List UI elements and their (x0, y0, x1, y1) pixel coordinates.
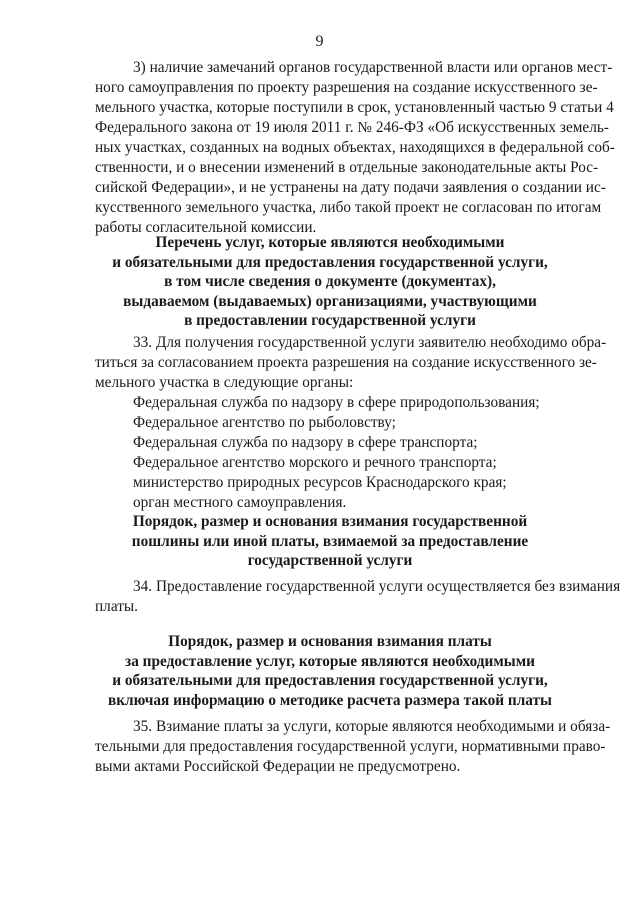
paragraph-line: ных участках, созданных на водных объектах, находящихся в федеральной соб- (95, 139, 615, 156)
paragraph-line: Федерального закона от 19 июля 2011 г. № 246-ФЗ «Об искусственных земель- (95, 119, 609, 136)
paragraph-3 (95, 58, 615, 238)
paragraph-line: мельного участка в следующие органы: (95, 374, 354, 391)
list-item: Федеральное агентство морского и речного транспорта; (133, 454, 497, 471)
paragraph-line: ного самоуправления по проекту разрешения на создание искусственного зе- (95, 79, 598, 96)
heading-line: пошлины или иной платы, взимаемой за предоставление (131, 532, 529, 550)
paragraph-35 (95, 717, 611, 777)
list-item: Федеральное агентство по рыболовству; (133, 414, 396, 431)
paragraph-line: 3) наличие замечаний органов государственной власти или органов мест- (133, 59, 613, 76)
paragraph-line: ственности, и о внесении изменений в отдельные законодательные акты Рос- (95, 159, 599, 176)
section-heading-state-fee (60, 512, 600, 571)
heading-line: государственной услуги (247, 552, 413, 569)
paragraph-line: платы. (95, 598, 138, 615)
list-item: министерство природных ресурсов Краснодарского края; (133, 474, 507, 491)
paragraph-line: 35. Взимание платы за услуги, которые являются необходимыми и обяза- (133, 718, 611, 735)
heading-line: выдаваемом (выдаваемых) организациями, участвующими (123, 292, 537, 310)
paragraph-line: мельного участка, которые поступили в срок, установленный частью 9 статьи 4 (95, 99, 614, 116)
heading-line: Порядок, размер и основания взимания платы (168, 633, 492, 650)
heading-line: в том числе сведения о документе (документах), (164, 273, 496, 290)
paragraph-line: выми актами Российской Федерации не предусмотрено. (95, 758, 461, 775)
page-number: 9 (315, 33, 324, 50)
heading-line: Перечень услуг, которые являются необходимыми (155, 234, 505, 251)
heading-line: в предоставлении государственной услуги (184, 312, 476, 329)
paragraph-line: 34. Предоставление государственной услуги осуществляется без взимания (133, 578, 621, 595)
paragraph-34 (95, 577, 621, 617)
paragraph-line: сийской Федерации», и не устранены на дату подачи заявления о создании ис- (95, 179, 606, 196)
heading-line: включая информацию о методике расчета размера такой платы (107, 691, 553, 709)
heading-line: и обязательными для предоставления государственной услуги, (112, 672, 548, 689)
paragraph-line: кусственного земельного участка, либо такой проект не согласован по итогам (95, 199, 602, 216)
heading-line: и обязательными для предоставления государственной услуги, (112, 253, 548, 271)
section-heading-services (60, 233, 600, 331)
list-item: орган местного самоуправления. (133, 494, 347, 511)
heading-line: за предоставление услуг, которые являются необходимыми (125, 652, 535, 670)
list-item: Федеральная служба по надзору в сфере транспорта; (133, 434, 478, 451)
paragraph-line: тельными для предоставления государственной услуги, нормативными право- (95, 738, 606, 755)
section-heading-fee-for-services (60, 632, 600, 710)
heading-line: Порядок, размер и основания взимания государственной (132, 513, 528, 530)
paragraph-line: работы согласительной комиссии. (95, 219, 317, 236)
paragraph-33 (95, 333, 607, 513)
list-item: Федеральная служба по надзору в сфере природопользования; (133, 394, 540, 411)
paragraph-line: 33. Для получения государственной услуги заявителю необходимо обра- (133, 334, 607, 351)
paragraph-line: титься за согласованием проекта разрешения на создание искусственного зе- (95, 354, 597, 371)
